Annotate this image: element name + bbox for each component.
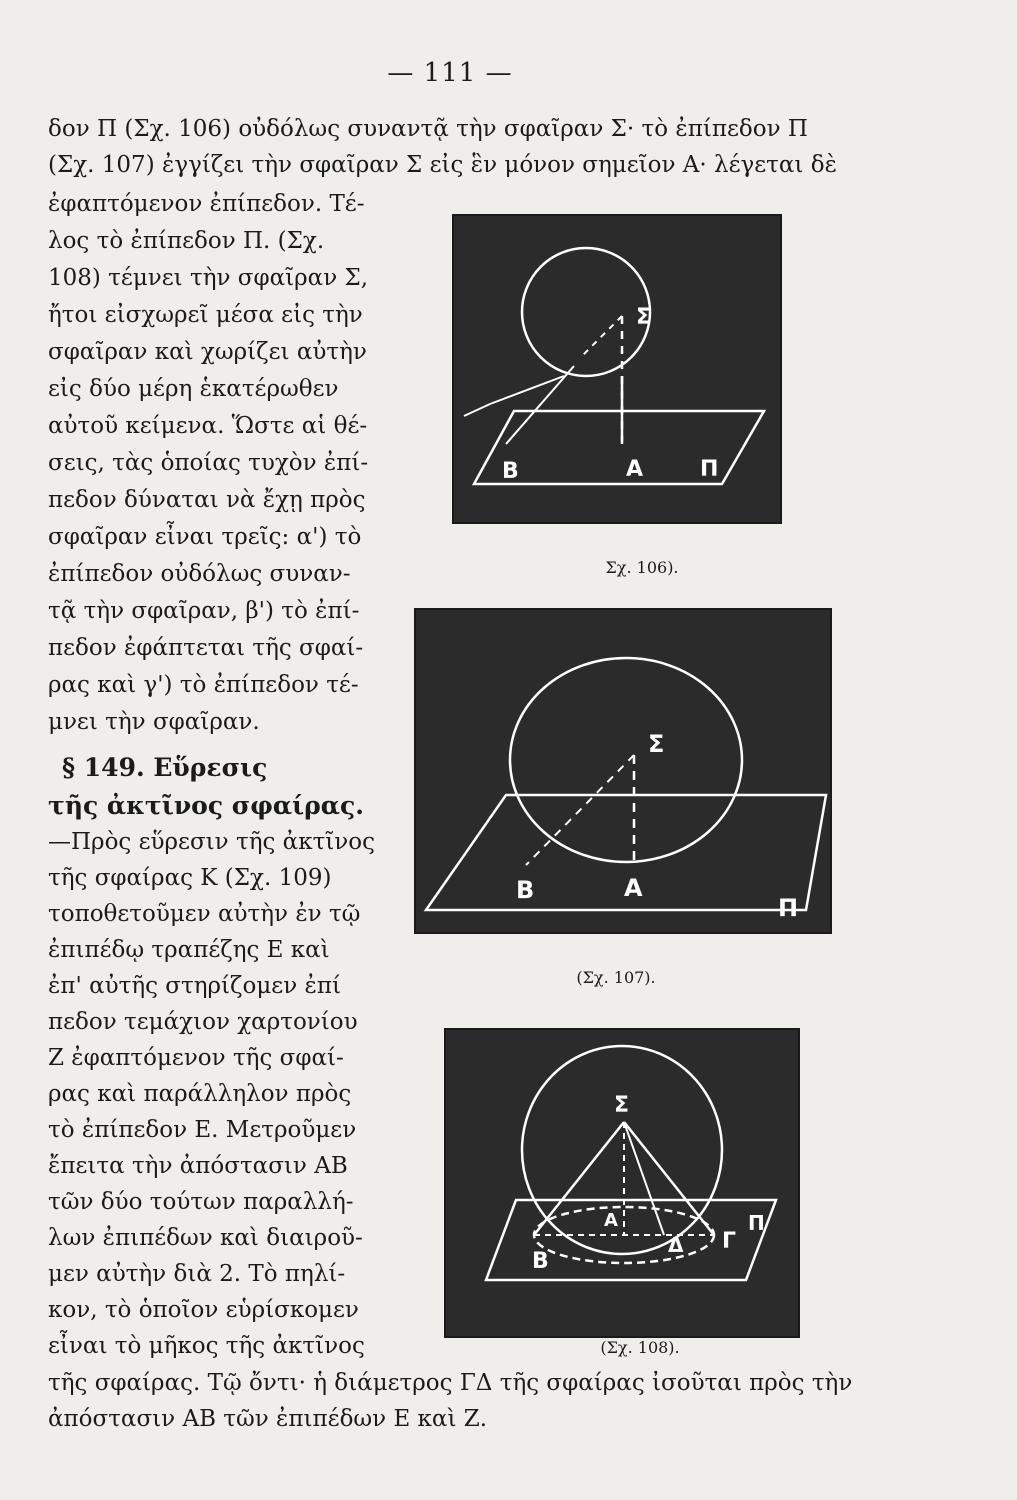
text-line: δον Π (Σχ. 106) οὐδόλως συναντᾷ τὴν σφαῖραν Σ· τὸ ἐπίπεδον Π xyxy=(48,116,808,142)
label-sigma: Σ xyxy=(636,305,652,330)
text-line: κον, τὸ ὁποῖον εὑρίσκομεν xyxy=(48,1297,359,1323)
text-line: τοποθετοῦμεν αὐτὴν ἐν τῷ xyxy=(48,901,361,927)
text-line: ρας καὶ γ') τὸ ἐπίπεδον τέ- xyxy=(48,672,359,698)
text-line: 108) τέμνει τὴν σφαῖραν Σ, xyxy=(48,265,369,291)
figure-107-caption: (Σχ. 107). xyxy=(576,968,656,987)
figure-106-diagram xyxy=(454,216,780,522)
text-line: σφαῖραν εἶναι τρεῖς: α') τὸ xyxy=(48,524,362,550)
figure-108 xyxy=(444,1028,800,1338)
text-line: ἔπειτα τὴν ἀπόστασιν ΑΒ xyxy=(48,1153,348,1179)
figure-107 xyxy=(414,608,832,934)
text-line: λος τὸ ἐπίπεδον Π. (Σχ. xyxy=(48,228,325,254)
text-line: τὸ ἐπίπεδον Ε. Μετροῦμεν xyxy=(48,1117,357,1143)
figure-108-caption: (Σχ. 108). xyxy=(600,1338,680,1357)
sphere xyxy=(510,658,742,862)
label-pi: Π xyxy=(748,1211,765,1235)
figure-108-diagram xyxy=(446,1030,798,1336)
sphere xyxy=(522,1046,722,1254)
text-line: τῆς σφαίρας Κ (Σχ. 109) xyxy=(48,865,332,891)
figure-106 xyxy=(452,214,782,524)
text-line: (Σχ. 107) ἐγγίζει τὴν σφαῖραν Σ εἰς ἓν μόνον σημεῖον Α· λέγεται δὲ xyxy=(48,152,837,178)
text-line: πεδον τεμάχιον χαρτονίου xyxy=(48,1009,358,1035)
text-line: ἐπιπέδῳ τραπέζης Ε καὶ xyxy=(48,937,330,963)
text-line: τῶν δύο τούτων παραλλή- xyxy=(48,1189,354,1215)
text-line: σφαῖραν καὶ χωρίζει αὐτὴν xyxy=(48,339,367,365)
label-a: Α xyxy=(604,1210,618,1231)
text-line: σεις, τὰς ὁποίας τυχὸν ἐπί- xyxy=(48,450,369,476)
label-a: Α xyxy=(626,457,644,482)
text-line: ἀπόστασιν ΑΒ τῶν ἐπιπέδων Ε καὶ Ζ. xyxy=(48,1406,488,1432)
cone-line xyxy=(624,1122,664,1235)
label-a: Α xyxy=(624,874,643,902)
text-line: αὐτοῦ κείμενα. Ὥστε αἱ θέ- xyxy=(48,413,368,439)
text-line: ἤτοι εἰσχωρεῖ μέσα εἰς τὴν xyxy=(48,302,363,328)
text-line: πεδον δύναται νὰ ἔχῃ πρὸς xyxy=(48,487,366,513)
text-line: τῆς σφαίρας. Τῷ ὄντι· ἡ διάμετρος ΓΔ τῆς σφαίρας ἰσοῦται πρὸς τὴν xyxy=(48,1370,853,1396)
label-pi: Π xyxy=(700,457,719,482)
text-line: Ζ ἐφαπτόμενον τῆς σφαί- xyxy=(48,1045,344,1071)
figure-107-diagram xyxy=(416,610,830,932)
radius-line xyxy=(582,316,622,356)
distance-line xyxy=(506,366,574,444)
radius-line xyxy=(526,755,634,865)
text-line: πεδον ἐφάπτεται τῆς σφαί- xyxy=(48,635,364,661)
label-delta: Δ xyxy=(668,1233,684,1257)
page-number: — 111 — xyxy=(387,58,513,88)
label-sigma: Σ xyxy=(614,1093,630,1118)
label-b: Β xyxy=(532,1249,549,1274)
figure-106-caption: Σχ. 106). xyxy=(605,558,679,577)
label-sigma: Σ xyxy=(648,730,665,758)
section-heading-cont: τῆς ἀκτῖνος σφαίρας. xyxy=(48,791,364,820)
text-line: ἐπ' αὐτῆς στηρίζομεν ἐπί xyxy=(48,973,341,999)
plane-edge xyxy=(464,404,490,416)
text-line: —Πρὸς εὕρεσιν τῆς ἀκτῖνος xyxy=(48,829,376,855)
text-line: λων ἐπιπέδων καὶ διαιροῦ- xyxy=(48,1225,363,1251)
text-line: ρας καὶ παράλληλον πρὸς xyxy=(48,1081,352,1107)
text-line: εἰς δύο μέρη ἑκατέρωθεν xyxy=(48,376,339,402)
text-line: μεν αὐτὴν διὰ 2. Τὸ πηλί- xyxy=(48,1261,346,1287)
cone-line xyxy=(624,1122,714,1235)
label-gamma: Γ xyxy=(722,1229,737,1254)
sphere xyxy=(522,248,650,376)
label-b: Β xyxy=(516,876,535,904)
section-heading: § 149. Εὕρεσις xyxy=(62,753,268,782)
label-b: Β xyxy=(502,459,519,484)
text-line: μνει τὴν σφαῖραν. xyxy=(48,709,260,735)
text-line: εἶναι τὸ μῆκος τῆς ἀκτῖνος xyxy=(48,1333,365,1359)
text-line: ἐπίπεδον οὐδόλως συναν- xyxy=(48,561,351,587)
label-pi: Π xyxy=(778,894,799,922)
text-line: ἐφαπτόμενον ἐπίπεδον. Τέ- xyxy=(48,191,365,217)
text-line: τᾷ τὴν σφαῖραν, β') τὸ ἐπί- xyxy=(48,598,360,624)
